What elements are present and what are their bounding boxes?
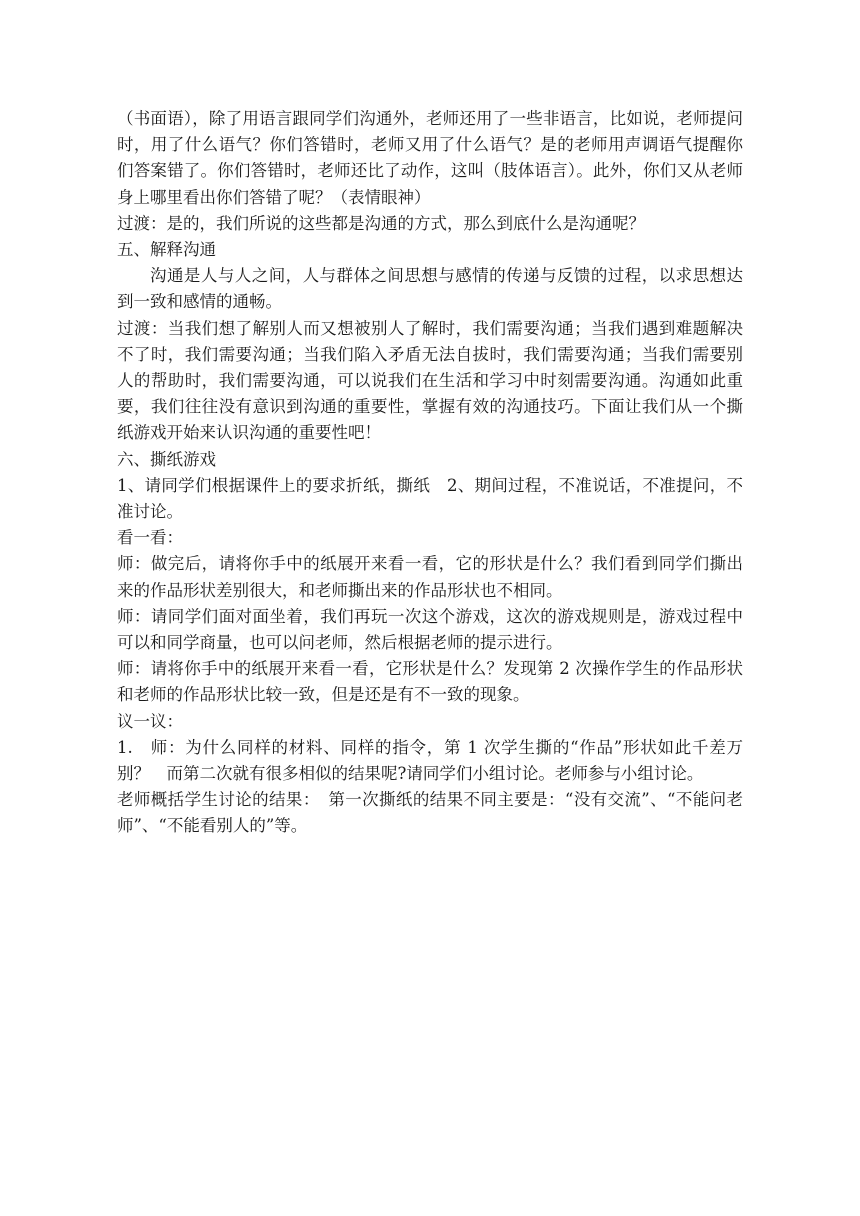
paragraph-teacher-2: 师：请同学们面对面坐着，我们再玩一次这个游戏，这次的游戏规则是，游戏过程中可以和同学商量，也可以问老师，然后根据老师的提示进行。 [117,606,743,653]
paragraph-teacher-3: 师：请将你手中的纸展开来看一看，它形状是什么？发现第 2 次操作学生的作品形状和老师的作品形状比较一致，但是还是有不一致的现象。 [117,659,743,705]
paragraph-game-rules: 1、请同学们根据课件上的要求折纸，撕纸 2、期间过程，不准说话，不准提问，不准讨论。 [117,475,743,522]
document-body [117,106,743,840]
paragraph-teacher-summary: 老师概括学生讨论的结果： 第一次撕纸的结果不同主要是：“没有交流”、“不能问老师”、“不能看别人的”等。 [117,790,743,836]
paragraph-written-language: （书面语），除了用语言跟同学们沟通外，老师还用了一些非语言，比如说，老师提问时，用了什么语气？你们答错时，老师又用了什么语气？是的老师用声调语气提醒你们答案错了。你们答错时，老师还比了动作，这叫（肢体语言）。此外，你们又从老师身上哪里看出你们答错了呢？（表情眼神） [117,109,743,207]
paragraph-discussion-question: 1. 师：为什么同样的材料、同样的指令，第 1 次学生撕的“作品”形状如此千差万别？ 而第二次就有很多相似的结果呢?请同学们小组讨论。老师参与小组讨论。 [117,737,743,784]
section-heading-explain-communication: 五、解释沟通 [117,240,216,260]
subheading-look: 看一看： [117,528,183,548]
paragraph-transition-1: 过渡：是的，我们所说的这些都是沟通的方式，那么到底什么是沟通呢？ [117,213,645,233]
subheading-discuss: 议一议： [117,711,183,731]
paragraph-transition-2: 过渡：当我们想了解别人而又想被别人了解时，我们需要沟通；当我们遇到难题解决不了时，我们需要沟通；当我们陷入矛盾无法自拔时，我们需要沟通；当我们需要别人的帮助时，我们需要沟通，可以说我们在生活和学习中时刻需要沟通。沟通如此重要，我们往往没有意识到沟通的重要性，掌握有效的沟通技巧。下面让我们从一个撕纸游戏开始来认识沟通的重要性吧！ [117,318,743,443]
paragraph-teacher-1: 师：做完后，请将你手中的纸展开来看一看，它的形状是什么？我们看到同学们撕出来的作品形状差别很大，和老师撕出来的作品形状也不相同。 [117,554,743,600]
paragraph-communication-definition: 沟通是人与人之间，人与群体之间思想与感情的传递与反馈的过程，以求思想达到一致和感情的通畅。 [117,266,743,312]
section-heading-paper-tearing-game: 六、撕纸游戏 [117,449,216,469]
